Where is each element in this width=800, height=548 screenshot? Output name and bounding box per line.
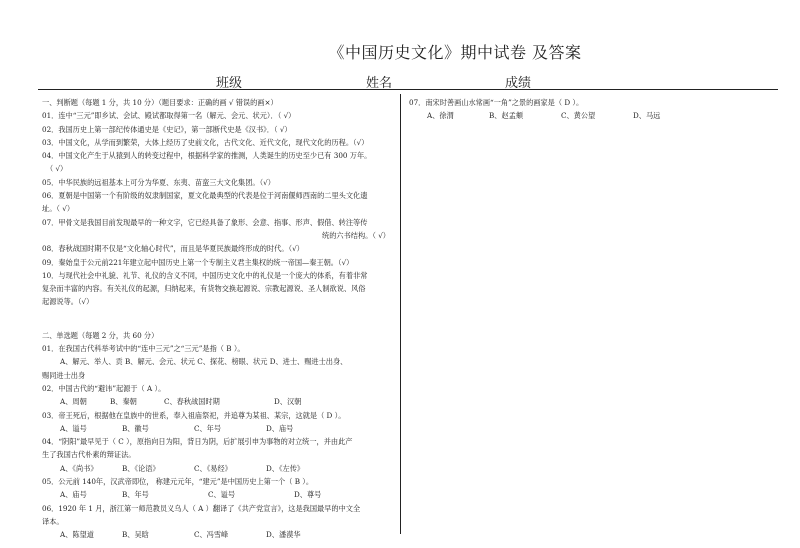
option-d: D、庙号 bbox=[266, 423, 294, 433]
option-d: D、《左传》 bbox=[266, 463, 305, 473]
judge-q06-cont: 址。（ √） bbox=[42, 204, 75, 214]
choice-q03-options bbox=[42, 422, 394, 435]
judge-q07-cont: 统的六书结构。（ √） bbox=[322, 230, 390, 240]
choice-q03: 03．帝王死后，根据他在皇族中的世系，奉入祖庙祭祀，并追尊为某祖、某宗，这就是（ D ）。 bbox=[42, 410, 346, 420]
judge-q06: 06．夏朝是中国第一个有阶级的奴隶制国家，夏文化最典型的代表是位于河南偃师西南的二里头文化遗 bbox=[42, 191, 368, 201]
option-a: A、《尚书》 bbox=[60, 463, 98, 473]
judge-q10-cont1: 复杂而丰富的内容。有关礼仪的起源，归纳起来，有货物交换起源说、宗教起源说、圣人制欲说、风俗 bbox=[42, 284, 366, 294]
choice-q02: 02．中国古代的“避讳”起源于（ A ）。 bbox=[42, 383, 166, 393]
option-d: D、潘漠华 bbox=[266, 530, 301, 540]
name-label: 姓名 bbox=[366, 76, 393, 91]
option-b: B、徽号 bbox=[122, 423, 149, 433]
left-column bbox=[42, 96, 394, 542]
choice-q06: 06．1920 年 1 月，浙江第一师范教员义乌人（ A ）翻译了《共产党宣言》，这是我国最早的中文全 bbox=[42, 503, 361, 513]
option-c: C、《易经》 bbox=[194, 463, 232, 473]
option-a: A、庙号 bbox=[60, 490, 87, 500]
class-label: 班级 bbox=[216, 76, 243, 91]
judge-q09: 09．秦始皇于公元前221年建立起中国历史上第一个专制主义君主集权的统一帝国—秦王朝。（√） bbox=[42, 257, 354, 267]
option-a: A、徐渭 bbox=[427, 111, 454, 121]
judge-q10: 10．与现代社会中礼貌、礼节、礼仪的含义不同，中国历史文化中的礼仪是一个庞大的体系，有着非常 bbox=[42, 270, 368, 280]
option-c: C、黄公望 bbox=[561, 111, 596, 121]
judge-q10-cont2: 起源说等。（√） bbox=[42, 297, 94, 307]
option-b: B、秦朝 bbox=[110, 397, 137, 407]
choice-q06-cont: 译本。 bbox=[42, 516, 64, 526]
choice-heading: 二、单选题（每题 2 分，共 60 分） bbox=[42, 330, 159, 340]
option-c: C、谥号 bbox=[208, 490, 236, 500]
header-rule bbox=[38, 89, 778, 90]
option-a: A、周朝 bbox=[60, 397, 87, 407]
choice-q06-options bbox=[42, 528, 394, 541]
option-c: C、春秋战国时期 bbox=[164, 397, 220, 407]
choice-q07: 07．南宋时善画山水常画“一角”之景的画家是（ D ）。 bbox=[409, 98, 584, 107]
option-c: C、冯雪峰 bbox=[194, 530, 229, 540]
score-label: 成绩 bbox=[505, 76, 532, 91]
judge-q01: 01．连中“三元”即乡试、会试、殿试都取得第一名（解元、会元、状元）．（ √） bbox=[42, 111, 296, 121]
option-d: D、马远 bbox=[633, 111, 661, 121]
choice-q04: 04．“阴阳”最早见于（ C ），原指向日为阳，背日为阴，后扩展引申为事物的对立统一，并由此产 bbox=[42, 437, 353, 447]
judge-q03: 03．中国文化，从学而到繁荣，大体上经历了史前文化，古代文化、近代文化，现代文化的历程。（√） bbox=[42, 137, 369, 147]
option-b: B、年号 bbox=[122, 490, 149, 500]
option-c: C、年号 bbox=[194, 423, 222, 433]
option-b: B、《论语》 bbox=[122, 463, 160, 473]
right-column bbox=[409, 96, 769, 123]
option-a: A、谥号 bbox=[60, 423, 87, 433]
choice-q02-options bbox=[42, 395, 394, 408]
judge-q07: 07．甲骨文是我国目前发现最早的一种文字，它已经具备了象形、会意、指事、形声、假借、转注等传 bbox=[42, 217, 368, 227]
option-a: A、陈望道 bbox=[60, 530, 94, 540]
judge-heading: 一、判断题（每题 1 分，共 10 分）（题目要求：正确的画 √ 错误的画×） bbox=[42, 98, 278, 107]
choice-q05: 05．公元前 140年，汉武帝即位， 称建元元年，“建元”是中国历史上第一个（ B ）。 bbox=[42, 477, 314, 487]
choice-q05-options bbox=[42, 488, 394, 501]
column-divider bbox=[400, 94, 401, 534]
choice-q01: 01．在我国古代科举考试中的“连中三元”之“三元”是指（ B ）。 bbox=[42, 344, 245, 354]
judge-q04: 04．中国文化产生于从猿到人的转变过程中，根据科学家的推测，人类诞生的历史至少已有 300 万年。 bbox=[42, 151, 372, 161]
choice-q04-options bbox=[42, 462, 394, 475]
choice-q01-options: A、解元、举人、贡 B、解元、会元、状元 C、探花、榜眼、状元 D、进士、赐进士出身、 bbox=[60, 357, 348, 367]
option-d: D、尊号 bbox=[294, 490, 322, 500]
option-b: B、吴晗 bbox=[122, 530, 149, 540]
judge-q08: 08．春秋战国时期不仅是“文化轴心时代”，而且是华夏民族最终形成的时代。（√） bbox=[42, 244, 304, 254]
judge-q05: 05．中华民族的远祖基本上可分为华夏、东夷、苗蛮三大文化集团。（√） bbox=[42, 177, 275, 187]
option-d: D、汉朝 bbox=[274, 397, 302, 407]
choice-q04-cont: 生了我国古代朴素的辩证法。 bbox=[42, 450, 136, 460]
choice-q07-options bbox=[409, 109, 769, 122]
option-b: B、赵孟頫 bbox=[489, 111, 524, 121]
choice-q01-options-cont: 赐同进士出身 bbox=[42, 370, 86, 380]
page-title: 《中国历史文化》期中试卷 及答案 bbox=[328, 43, 582, 62]
judge-q04-cont: （ √） bbox=[46, 164, 68, 174]
judge-q02: 02．我国历史上第一部纪传体通史是《史记》，第一部断代史是《汉书》．（ √） bbox=[42, 124, 292, 134]
